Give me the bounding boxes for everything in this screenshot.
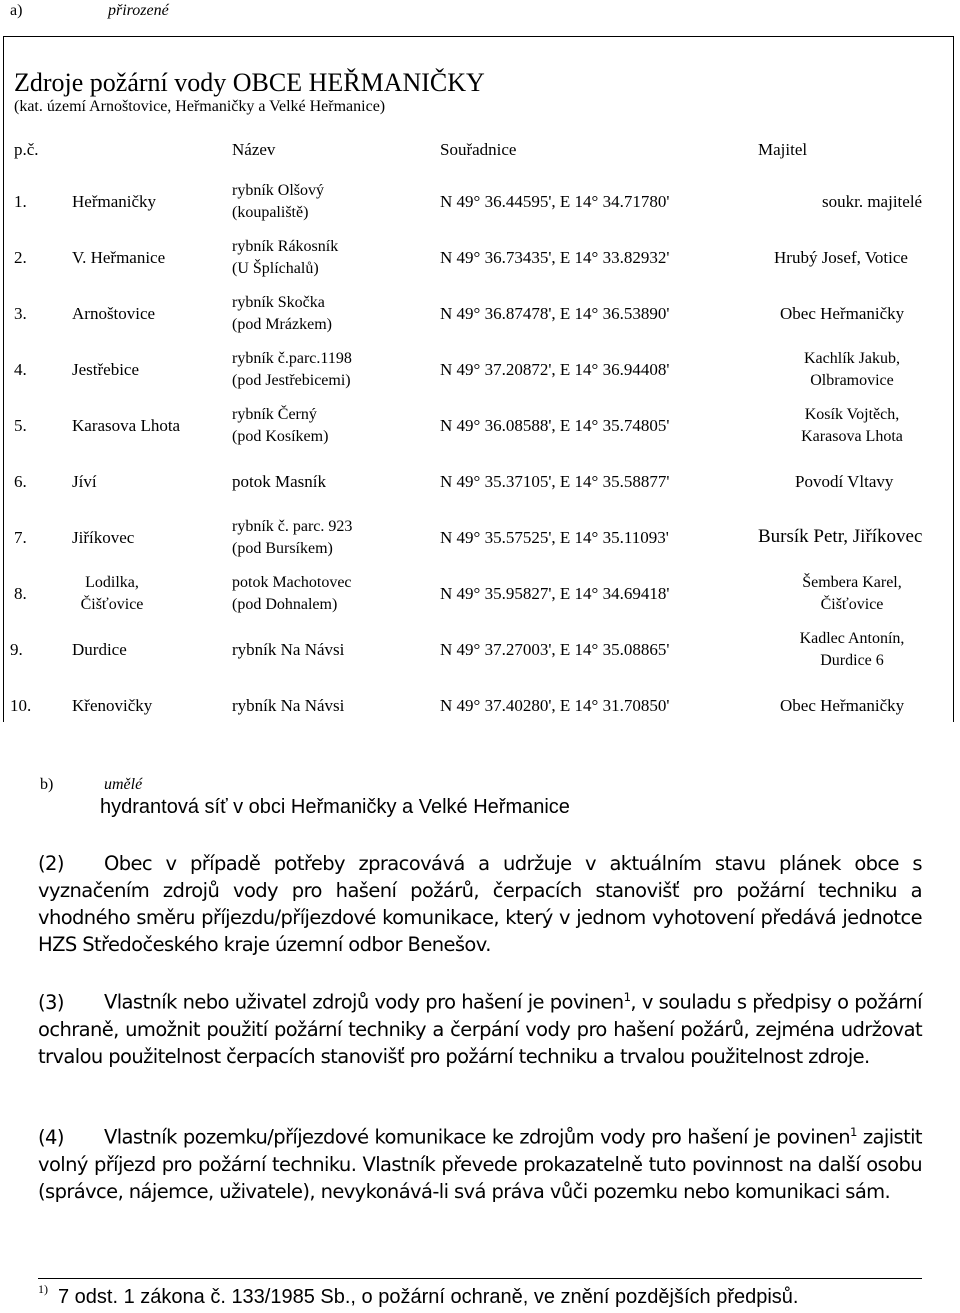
row-place: Durdice bbox=[72, 640, 127, 659]
row-coords: N 49° 36.87478', E 14° 36.53890' bbox=[440, 304, 670, 323]
row-owner: Šembera Karel, Čišťovice bbox=[802, 574, 902, 613]
row-name: potok Machotovec (pod Dohnalem) bbox=[232, 574, 352, 613]
row-name: rybník č. parc. 923 (pod Bursíkem) bbox=[232, 518, 353, 557]
row-place: V. Heřmanice bbox=[72, 248, 166, 267]
paragraph-3: (3) Vlastník nebo uživatel zdrojů vody pro hašení je povinen$^1$, v souladu s předpisy o požární ochraně, umožnit použití požární techniky a čerpání vody pro hašení požárů, zejména udržovat trvalou použitelnost čerpacích stanovišť pro požární techniku a trvalou použitelnost zdroje. bbox=[38, 990, 922, 1068]
row-coords: N 49° 37.40280', E 14° 31.70850' bbox=[440, 696, 670, 715]
row-place: Jiříkovec bbox=[72, 528, 135, 547]
row-owner: Kachlík Jakub, Olbramovice bbox=[804, 350, 900, 389]
section-a-title: přirozené bbox=[108, 2, 169, 19]
row-name: rybník Skočka (pod Mrázkem) bbox=[232, 294, 332, 333]
header-name: Název bbox=[232, 140, 276, 159]
row-name: rybník Černý (pod Kosíkem) bbox=[232, 406, 329, 445]
row-num: 2. bbox=[14, 248, 27, 267]
section-b-subtitle: hydrantová síť v obci Heřmaničky a Velké Heřmanice bbox=[100, 796, 570, 818]
row-coords: N 49° 36.08588', E 14° 35.74805' bbox=[440, 416, 670, 435]
header-num: p.č. bbox=[14, 140, 39, 159]
header-coords: Souřadnice bbox=[440, 140, 517, 159]
row-owner: Bursík Petr, Jiříkovec bbox=[758, 526, 923, 547]
row-coords: N 49° 37.20872', E 14° 36.94408' bbox=[440, 360, 670, 379]
row-coords: N 49° 37.27003', E 14° 35.08865' bbox=[440, 640, 670, 659]
row-num: 1. bbox=[14, 192, 27, 211]
page-subtitle: (kat. území Arnoštovice, Heřmaničky a Velké Heřmanice) bbox=[14, 98, 386, 115]
row-num: 7. bbox=[14, 528, 27, 547]
row-num: 9. bbox=[10, 640, 23, 659]
section-b-label: b) bbox=[40, 776, 54, 793]
row-owner: Hrubý Josef, Votice bbox=[774, 248, 908, 267]
row-coords: N 49° 35.95827', E 14° 34.69418' bbox=[440, 584, 670, 603]
row-owner: Kosík Vojtěch, Karasova Lhota bbox=[801, 406, 903, 445]
row-coords: N 49° 36.73435', E 14° 33.82932' bbox=[440, 248, 670, 267]
row-place: Křenovičky bbox=[72, 696, 153, 715]
row-name: rybník Rákosník (U Šplíchalů) bbox=[232, 238, 339, 277]
row-name: potok Masník bbox=[232, 472, 326, 491]
footnote-mark: 1) bbox=[38, 1282, 48, 1296]
paragraph-4: (4) Vlastník pozemku/příjezdové komunikace ke zdrojům vody pro hašení je povinen$^1$ zajistit volný příjezd pro požární techniku. Vlastník převede prokazatelně tuto povinnost na další osobu (správce, nájemce, uživatele), nevykonává-li svá práva vůči pozemku nebo komunikaci sám. bbox=[38, 1125, 922, 1203]
row-num: 6. bbox=[14, 472, 27, 491]
row-owner: Obec Heřmaničky bbox=[780, 304, 905, 323]
header-owner: Majitel bbox=[758, 140, 808, 159]
row-owner: Kadlec Antonín, Durdice 6 bbox=[799, 630, 905, 669]
row-place: Heřmaničky bbox=[72, 192, 157, 211]
row-owner: Obec Heřmaničky bbox=[780, 696, 905, 715]
row-num: 4. bbox=[14, 360, 27, 379]
row-name: rybník Na Návsi bbox=[232, 696, 345, 715]
row-name: rybník Olšový (koupaliště) bbox=[232, 182, 324, 221]
row-place: Jíví bbox=[72, 472, 97, 491]
row-coords: N 49° 35.37105', E 14° 35.58877' bbox=[440, 472, 670, 491]
footnote-separator bbox=[38, 1278, 922, 1279]
section-b-title: umělé bbox=[104, 776, 143, 793]
row-num: 3. bbox=[14, 304, 27, 323]
row-num: 5. bbox=[14, 416, 27, 435]
row-place: Arnoštovice bbox=[72, 304, 156, 323]
row-place: Karasova Lhota bbox=[72, 416, 181, 435]
row-num: 10. bbox=[10, 696, 32, 715]
paragraph-2: (2) Obec v případě potřeby zpracovává a udržuje v aktuálním stavu plánek obce s vyznačením zdrojů vody pro hašení požárů, čerpacích stanovišť pro požární techniku a vhodného směru příjezdu/příjezdové komunikace, který v jednom vyhotovení předává jednotce HZS Středočeského kraje územní odbor Benešov. bbox=[38, 852, 922, 956]
row-place: Lodilka, Čišťovice bbox=[80, 574, 144, 613]
row-num: 8. bbox=[14, 584, 27, 603]
row-name: rybník Na Návsi bbox=[232, 640, 345, 659]
row-owner: soukr. majitelé bbox=[822, 192, 923, 211]
section-a-label: a) bbox=[10, 2, 23, 19]
page-title: Zdroje požární vody OBCE HEŘMANIČKY bbox=[14, 68, 485, 97]
row-coords: N 49° 36.44595', E 14° 34.71780' bbox=[440, 192, 670, 211]
row-name: rybník č.parc.1198 (pod Jestřebicemi) bbox=[232, 350, 352, 389]
row-coords: N 49° 35.57525', E 14° 35.11093' bbox=[440, 528, 669, 547]
footnote-text: 7 odst. 1 zákona č. 133/1985 Sb., o požární ochraně, ve znění pozdějších předpisů. bbox=[58, 1286, 799, 1308]
row-place: Jestřebice bbox=[72, 360, 140, 379]
row-owner: Povodí Vltavy bbox=[795, 472, 894, 491]
